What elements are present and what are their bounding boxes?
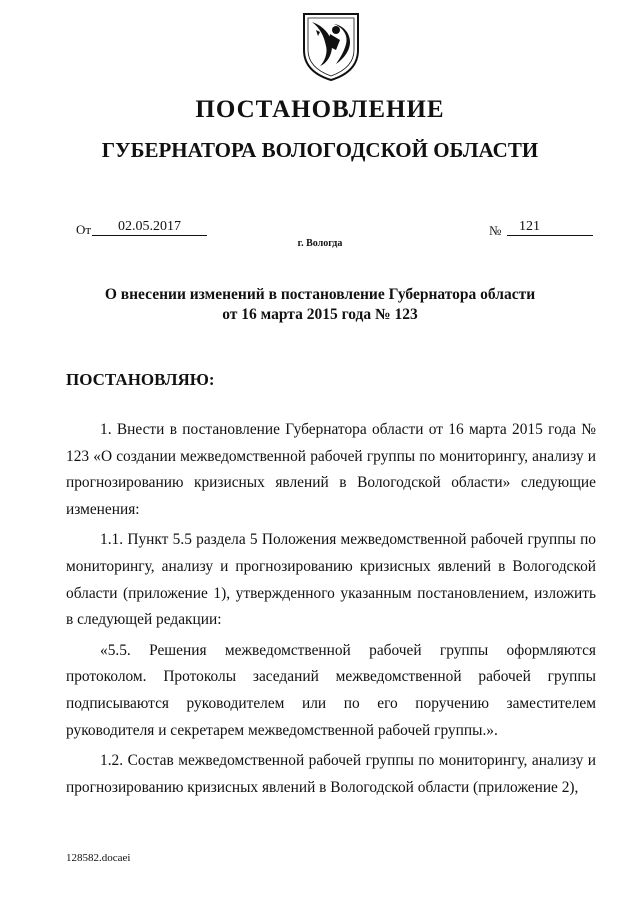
subject-line-2: от 16 марта 2015 года № 123: [222, 306, 418, 323]
document-number: 121: [507, 219, 593, 236]
city-label: г. Вологда: [297, 238, 343, 249]
subject-line-1: О внесении изменений в постановление Губернатора области: [104, 286, 536, 303]
paragraph-1-2: 1.2. Состав межведомственной рабочей группы по мониторингу, анализу и прогнозированию кризисных явлений в Вологодской области (приложение 2),: [66, 752, 596, 796]
resolve-heading: ПОСТАНОВЛЯЮ:: [66, 370, 215, 389]
date-label: От: [76, 222, 92, 237]
paragraph-1: 1. Внести в постановление Губернатора области от 16 марта 2015 года № 123 «О создании межведомственной рабочей группы по мониторингу, анализу и прогнозированию кризисных явлений в Вологодской области» следующие изменения:: [66, 421, 596, 518]
document-title: ПОСТАНОВЛЕНИЕ: [195, 96, 445, 123]
paragraph-1-1: 1.1. Пункт 5.5 раздела 5 Положения межведомственной рабочей группы по мониторингу, анализу и прогнозированию кризисных явлений в Вологодской области (приложение 1), утвержденного указанным постановлением, изложить в следующей редакции:: [66, 531, 596, 629]
coat-of-arms-icon: [300, 10, 362, 82]
paragraph-quote: «5.5. Решения межведомственной рабочей группы оформляются протоколом. Протоколы заседаний межведомственной рабочей группы подписываются руководителем или по его поручению заместителем руководителя и секретарем межведомственной рабочей группы.».: [66, 641, 596, 739]
document-body: [66, 417, 596, 805]
document-subtitle: ГУБЕРНАТОРА ВОЛОГОДСКОЙ ОБЛАСТИ: [101, 138, 539, 162]
footer-filename: 128582.docaei: [66, 852, 131, 864]
document-date: 02.05.2017: [92, 219, 207, 236]
number-label: №: [489, 223, 502, 238]
document-subject: [0, 285, 640, 325]
